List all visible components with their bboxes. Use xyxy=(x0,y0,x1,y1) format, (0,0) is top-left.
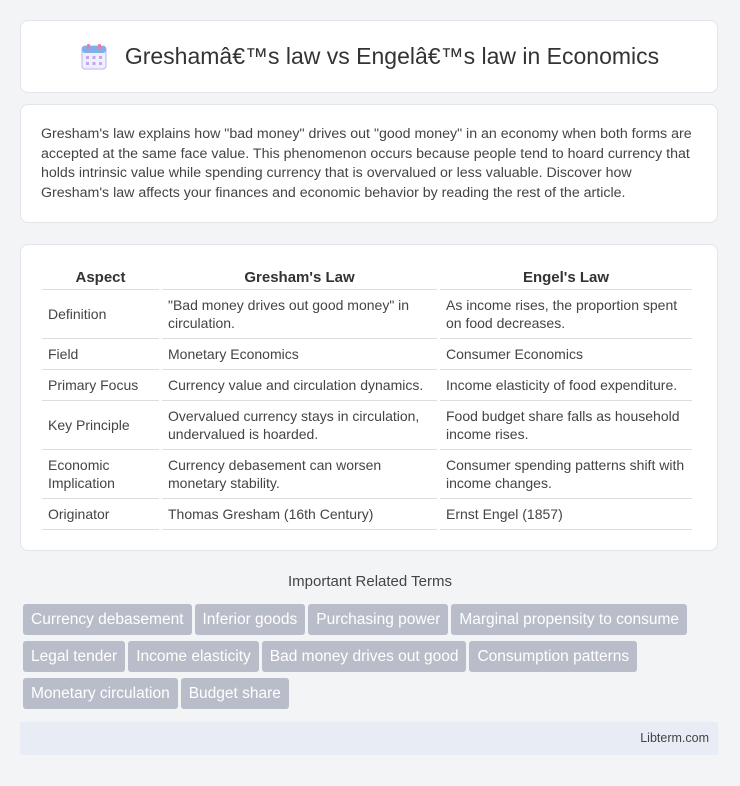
intro-text: Gresham's law explains how "bad money" drives out "good money" in an economy when both forms are accepted at the same face value. This phenomenon occurs because people tend to hoard currency that holds intrinsic value while spending currency that is overvalued or less valuable. Discover how Gresham's law affects your finances and economic behavior by reading the rest of the article. xyxy=(41,126,692,201)
tag-legal-tender[interactable]: Legal tender xyxy=(23,641,125,672)
table-row xyxy=(42,499,692,530)
related-terms-title: Important Related Terms xyxy=(288,573,452,590)
table-row xyxy=(42,401,692,450)
header-card xyxy=(20,20,718,93)
table-row xyxy=(42,290,692,339)
table-header-row xyxy=(42,265,692,290)
table-cell: Monetary Economics xyxy=(162,339,437,370)
table-cell: Definition xyxy=(42,290,159,339)
table-cell: Consumer spending patterns shift with income changes. xyxy=(440,450,692,499)
table-cell: Ernst Engel (1857) xyxy=(440,499,692,530)
tag-bad-money-drives-out-good[interactable]: Bad money drives out good xyxy=(262,641,467,672)
table-cell: Key Principle xyxy=(42,401,159,450)
column-header-engel: Engel's Law xyxy=(440,265,692,290)
calendar-icon xyxy=(79,42,109,72)
table-cell: Food budget share falls as household income rises. xyxy=(440,401,692,450)
tag-monetary-circulation[interactable]: Monetary circulation xyxy=(23,678,178,709)
table-cell: Income elasticity of food expenditure. xyxy=(440,370,692,401)
table-cell: Primary Focus xyxy=(42,370,159,401)
table-cell: Field xyxy=(42,339,159,370)
tag-marginal-propensity-to-consume[interactable]: Marginal propensity to consume xyxy=(451,604,687,635)
comparison-table-card xyxy=(20,244,718,551)
table-cell: Consumer Economics xyxy=(440,339,692,370)
tag-consumption-patterns[interactable]: Consumption patterns xyxy=(469,641,637,672)
table-cell: Overvalued currency stays in circulation, undervalued is hoarded. xyxy=(162,401,437,450)
table-cell: Originator xyxy=(42,499,159,530)
tag-currency-debasement[interactable]: Currency debasement xyxy=(23,604,192,635)
page-title: Greshamâ€™s law vs Engelâ€™s law in Economics xyxy=(124,43,660,69)
table-cell: As income rises, the proportion spent on food decreases. xyxy=(440,290,692,339)
footer-site-link[interactable]: Libterm.com xyxy=(640,731,709,745)
tag-income-elasticity[interactable]: Income elasticity xyxy=(128,641,259,672)
table-cell: "Bad money drives out good money" in circulation. xyxy=(162,290,437,339)
comparison-table xyxy=(39,265,695,530)
tag-purchasing-power[interactable]: Purchasing power xyxy=(308,604,448,635)
table-row xyxy=(42,339,692,370)
table-cell: Currency value and circulation dynamics. xyxy=(162,370,437,401)
table-row xyxy=(42,450,692,499)
tag-budget-share[interactable]: Budget share xyxy=(181,678,289,709)
footer xyxy=(20,722,718,755)
table-cell: Currency debasement can worsen monetary stability. xyxy=(162,450,437,499)
related-terms-tags xyxy=(23,604,723,715)
table-cell: Economic Implication xyxy=(42,450,159,499)
intro-card xyxy=(20,104,718,223)
column-header-aspect: Aspect xyxy=(42,265,159,290)
tag-inferior-goods[interactable]: Inferior goods xyxy=(195,604,306,635)
column-header-gresham: Gresham's Law xyxy=(162,265,437,290)
table-cell: Thomas Gresham (16th Century) xyxy=(162,499,437,530)
table-row xyxy=(42,370,692,401)
